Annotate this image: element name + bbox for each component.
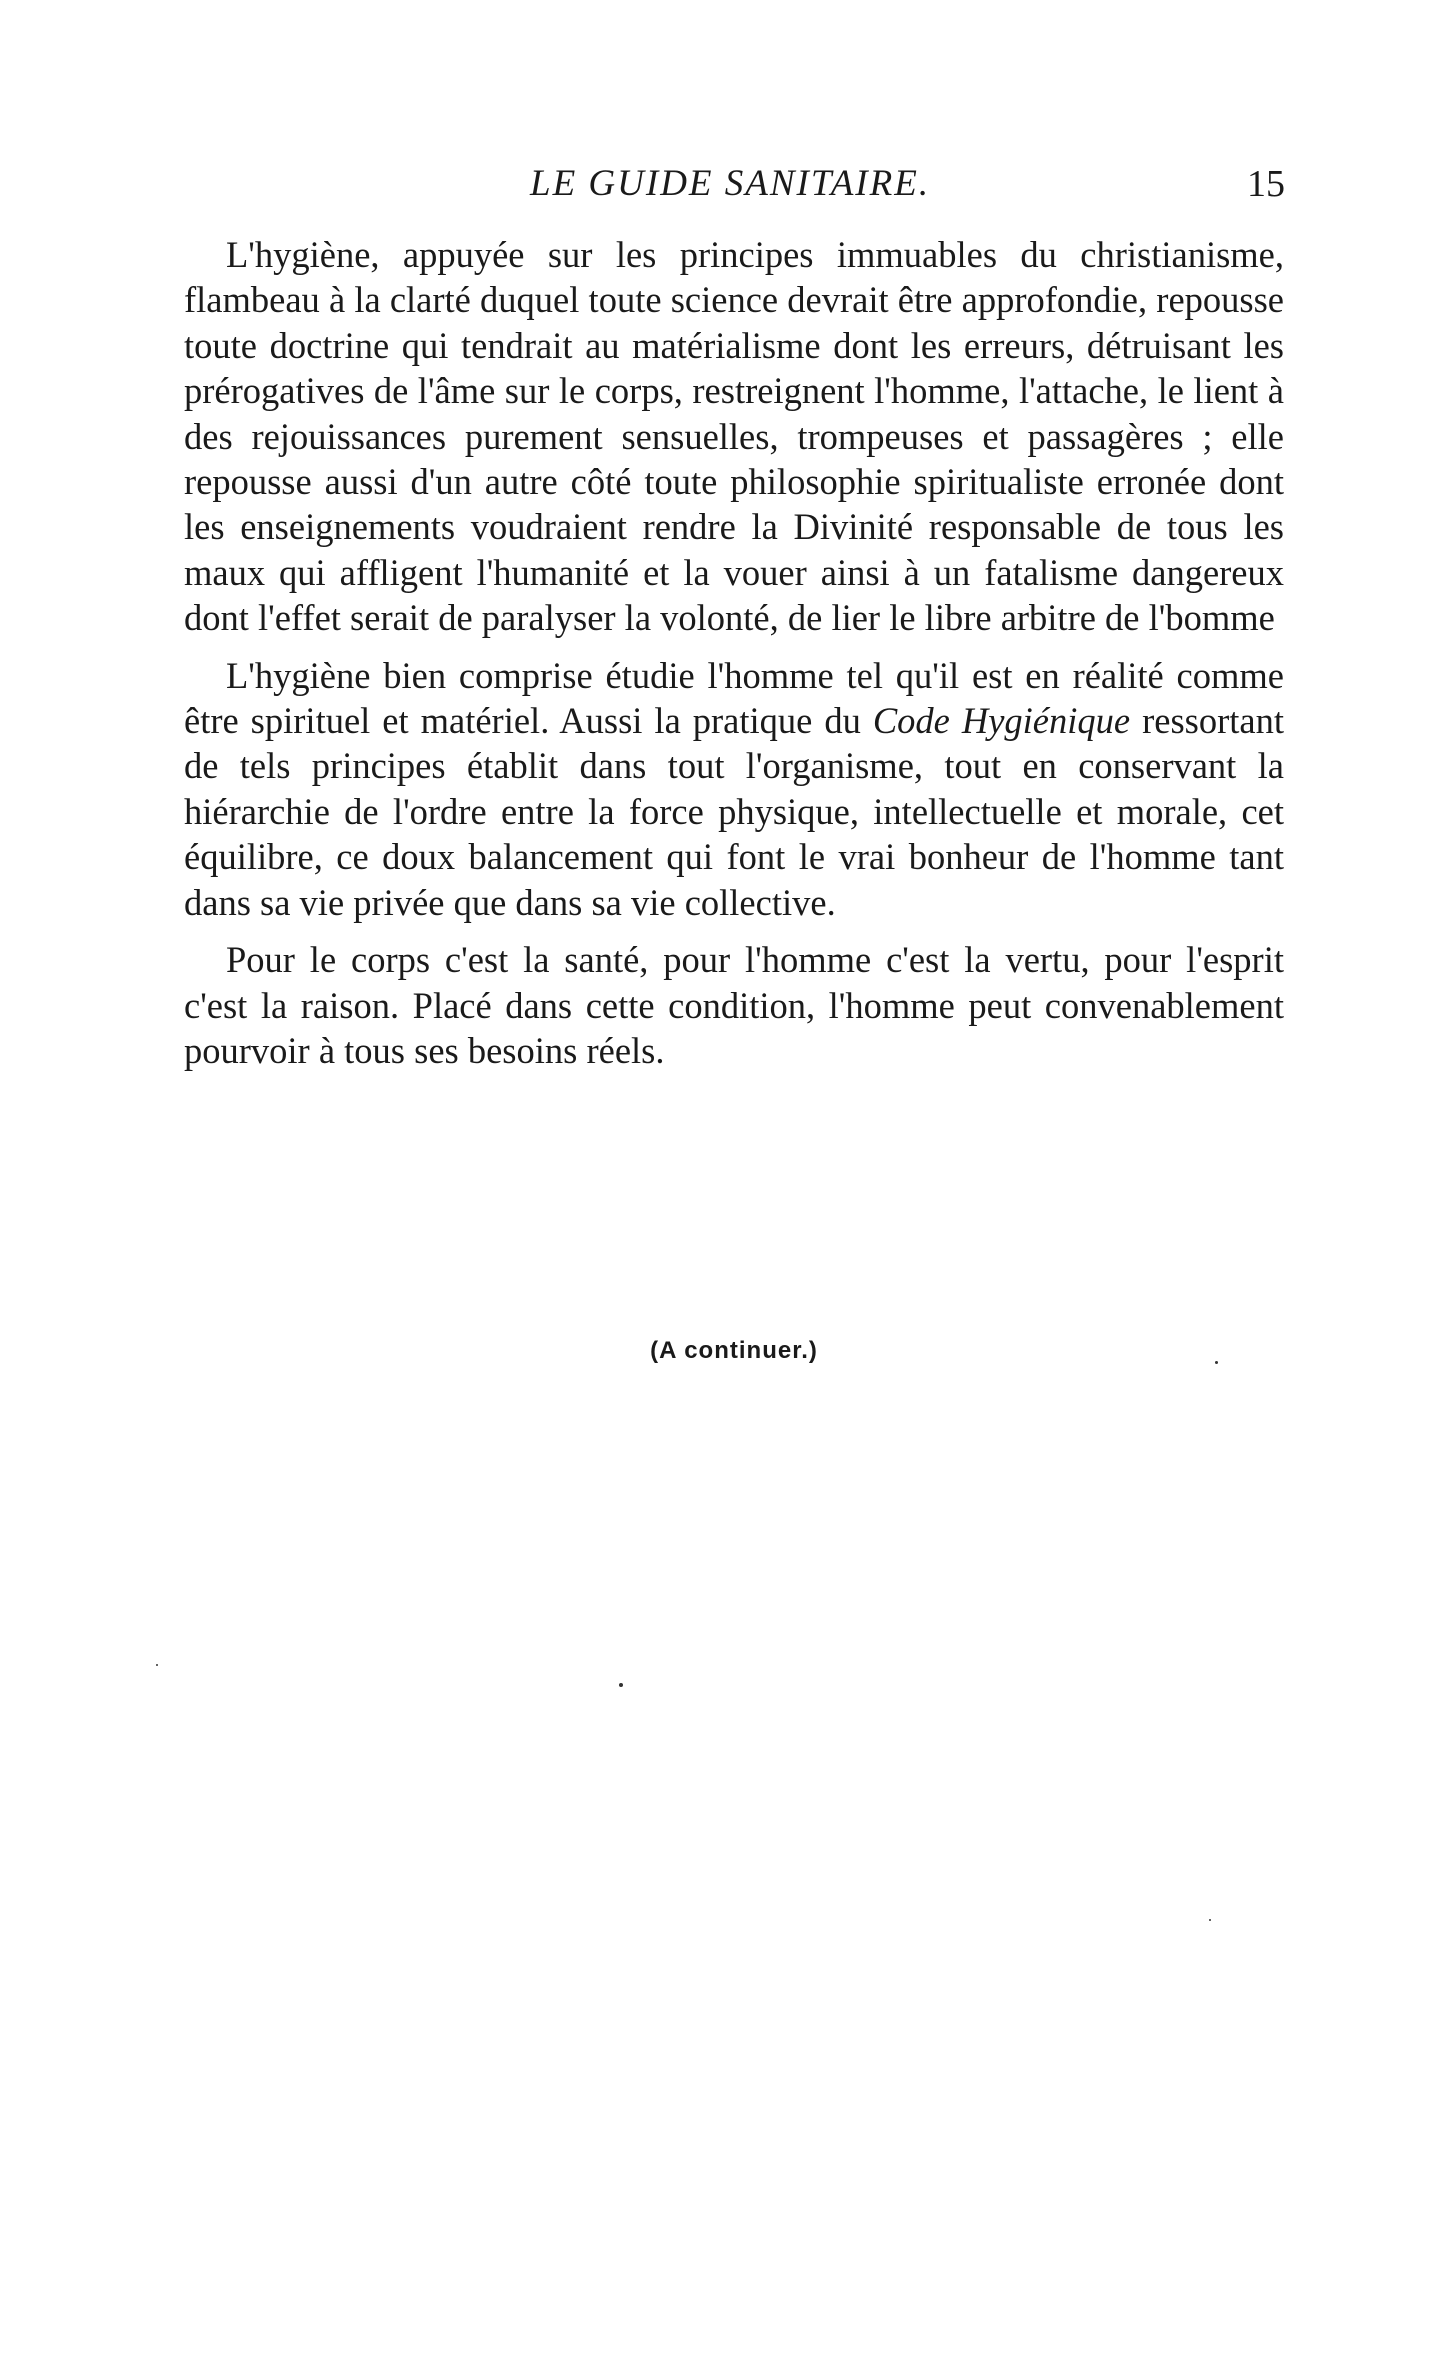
paragraph-2-text-before: L'hygiène bien comprise étudie l'homme tel qu'il est en réalité comme être spirituel et matériel. Aussi la pratique du [184,654,1284,742]
code-hygienique-title: Code Hygiénique [872,700,1131,742]
running-title: LE GUIDE SANITAIRE. [530,163,931,204]
body-text [184,232,1284,1085]
page-number: 15 [1247,163,1285,205]
print-speck [1215,1361,1218,1364]
print-speck [619,1683,623,1687]
paragraph-2 [184,653,1284,925]
print-speck [156,1664,158,1666]
continuation-note: (A continuer.) [650,1337,818,1364]
print-speck [1209,1919,1211,1921]
running-head [185,162,1285,212]
paragraph-2-text-after: ressortant de tels principes établit dans tout l'organisme, tout en conservant la hiérarchie de l'ordre entre la force physique, intellectuelle et morale, cet équilibre, ce doux balancement qui font le vrai bonheur de l'homme tant dans sa vie privée que dans sa vie collective. [184,700,1284,923]
paragraph-1: L'hygiène, appuyée sur les principes immuables du christianisme, flambeau à la clarté duquel toute science devrait être approfondie, repousse toute doctrine qui tendrait au matérialisme dont les erreurs, détruisant les prérogatives de l'âme sur le corps, restreignent l'homme, l'attache, le lient à des rejouissances purement sensuelles, trompeuses et passagères ; elle repousse aussi d'un autre côté toute philosophie spiritualiste erronée dont les enseignements voudraient rendre la Divinité responsable de tous les maux qui affligent l'humanité et la vouer ainsi à un fatalisme dangereux dont l'effet serait de paralyser la volonté, de lier le libre arbitre de l'bomme [184,234,1284,639]
paragraph-3: Pour le corps c'est la santé, pour l'homme c'est la vertu, pour l'esprit c'est la raison. Placé dans cette condition, l'homme peut convenablement pourvoir à tous ses besoins réels. [184,939,1284,1071]
